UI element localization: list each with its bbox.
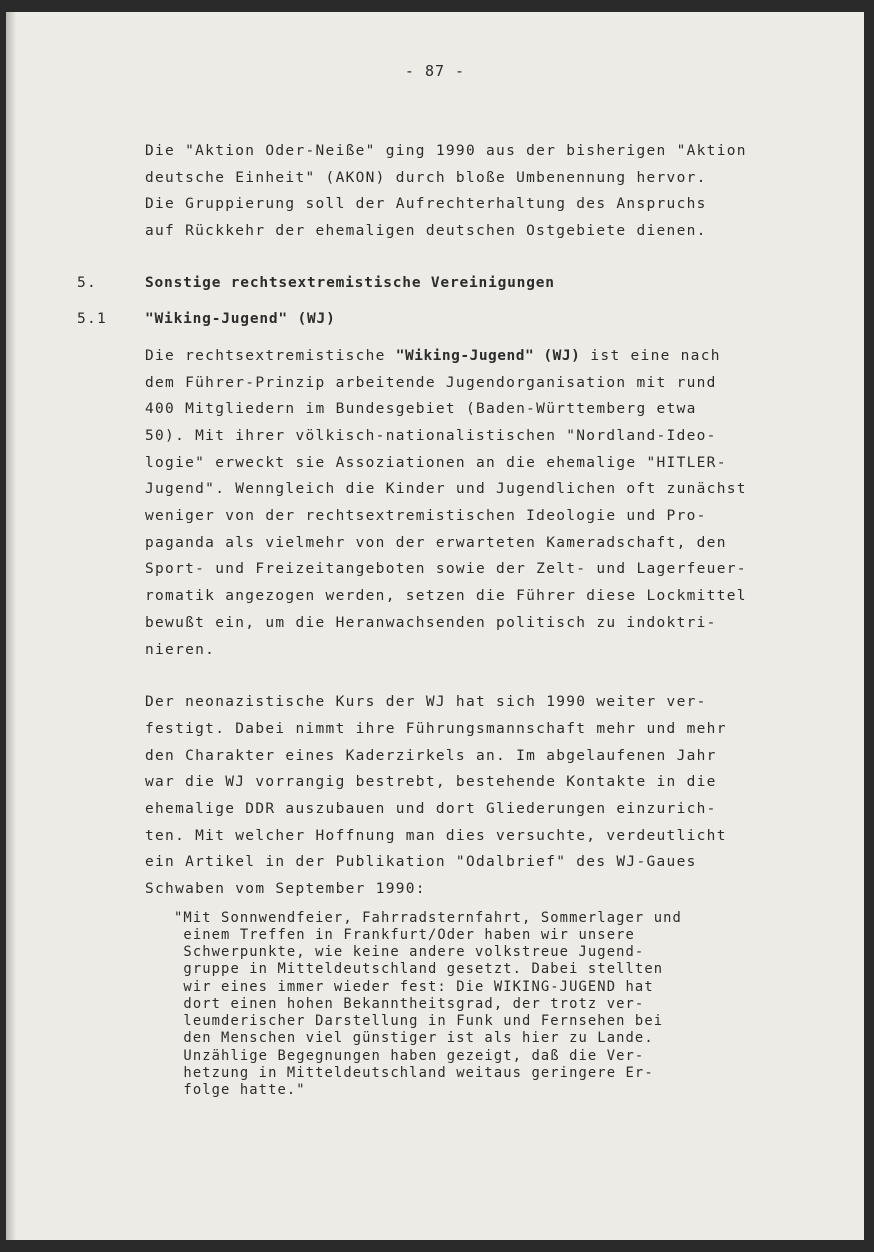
text-line: ten. Mit welcher Hoffnung man dies versuchte, verdeutlicht bbox=[145, 827, 727, 844]
text-line: den Charakter eines Kaderzirkels an. Im abgelaufenen Jahr bbox=[145, 747, 717, 764]
page-body bbox=[6, 138, 864, 1099]
document-page bbox=[6, 12, 864, 1240]
neonazi-course-paragraph bbox=[145, 689, 785, 903]
text-line: ehemalige DDR auszubauen und dort Gliederungen einzurich- bbox=[145, 801, 717, 818]
quote-line: gruppe in Mitteldeutschland gesetzt. Dabei stellten bbox=[174, 961, 664, 978]
text-line: paganda als vielmehr von der erwarteten Kameradschaft, den bbox=[145, 534, 727, 551]
quote-line: hetzung in Mitteldeutschland weitaus geringere Er- bbox=[174, 1064, 654, 1081]
organization-name: "Wiking-Jugend" (WJ) bbox=[395, 347, 581, 364]
text-line: Schwaben vom September 1990: bbox=[145, 881, 426, 898]
section-title: "Wiking-Jugend" (WJ) bbox=[145, 310, 336, 327]
text-line: auf Rückkehr der ehemaligen deutschen Ostgebiete dienen. bbox=[145, 223, 707, 240]
text-line: festigt. Dabei nimmt ihre Führungsmannschaft mehr und mehr bbox=[145, 720, 727, 737]
section-title: Sonstige rechtsextremistische Vereinigungen bbox=[145, 274, 555, 291]
text-line: 400 Mitgliedern im Bundesgebiet (Baden-Württemberg etwa bbox=[145, 401, 697, 418]
odalbrief-quote bbox=[174, 910, 774, 1099]
text-line: logie" erweckt sie Assoziationen an die ehemalige "HITLER- bbox=[145, 454, 727, 471]
text-line: bewußt ein, um die Heranwachsenden politisch zu indoktri- bbox=[145, 614, 717, 631]
text-line: weniger von der rechtsextremistischen Ideologie und Pro- bbox=[145, 508, 707, 525]
quote-line: leumderischer Darstellung in Funk und Fernsehen bei bbox=[174, 1013, 664, 1030]
text-line: Die "Aktion Oder-Neiße" ging 1990 aus der bisherigen "Aktion bbox=[145, 143, 747, 159]
text-line: Sport- und Freizeitangeboten sowie der Zelt- und Lagerfeuer- bbox=[145, 561, 747, 578]
intro-paragraph bbox=[145, 138, 785, 245]
text-line: dem Führer-Prinzip arbeitende Jugendorganisation mit rund bbox=[145, 374, 717, 391]
quote-line: "Mit Sonnwendfeier, Fahrradsternfahrt, Sommerlager und bbox=[174, 909, 682, 926]
quote-line: den Menschen viel günstiger ist als hier zu Lande. bbox=[174, 1030, 654, 1047]
text-line: nieren. bbox=[145, 641, 216, 658]
text-line: deutsche Einheit" (AKON) durch bloße Umbenennung hervor. bbox=[145, 169, 707, 186]
quote-line: Schwerpunkte, wie keine andere volkstreue Jugend- bbox=[174, 944, 645, 961]
section-heading-5 bbox=[6, 270, 864, 296]
quote-line: einem Treffen in Frankfurt/Oder haben wir unsere bbox=[174, 927, 635, 944]
text-line bbox=[145, 343, 785, 370]
quote-line: Unzählige Begegnungen haben gezeigt, daß die Ver- bbox=[174, 1047, 645, 1064]
text-line: Jugend". Wenngleich die Kinder und Jugendlichen oft zunächst bbox=[145, 481, 747, 498]
section-number: 5. bbox=[77, 274, 98, 291]
quote-line: wir eines immer wieder fest: Die WIKING-JUGEND hat bbox=[174, 978, 654, 995]
quote-line: folge hatte." bbox=[174, 1081, 306, 1098]
text-line: ein Artikel in der Publikation "Odalbrief" des WJ-Gaues bbox=[145, 854, 697, 871]
wiking-jugend-paragraph bbox=[145, 343, 785, 663]
text-line: Die Gruppierung soll der Aufrechterhaltung des Anspruchs bbox=[145, 196, 707, 213]
page-number: - 87 - bbox=[404, 62, 466, 80]
text-line: 50). Mit ihrer völkisch-nationalistischen "Nordland-Ideo- bbox=[145, 427, 717, 444]
text-run: Die rechtsextremistische bbox=[145, 347, 396, 364]
quote-line: dort einen hohen Bekanntheitsgrad, der trotz ver- bbox=[174, 995, 645, 1012]
section-heading-5-1 bbox=[6, 306, 864, 332]
text-line: romatik angezogen werden, setzen die Führer diese Lockmittel bbox=[145, 588, 747, 605]
section-number: 5.1 bbox=[77, 310, 108, 327]
text-line: war die WJ vorrangig bestrebt, bestehende Kontakte in die bbox=[145, 774, 717, 791]
text-line: Der neonazistische Kurs der WJ hat sich 1990 weiter ver- bbox=[145, 694, 707, 711]
text-run: ist eine nach bbox=[580, 347, 721, 364]
